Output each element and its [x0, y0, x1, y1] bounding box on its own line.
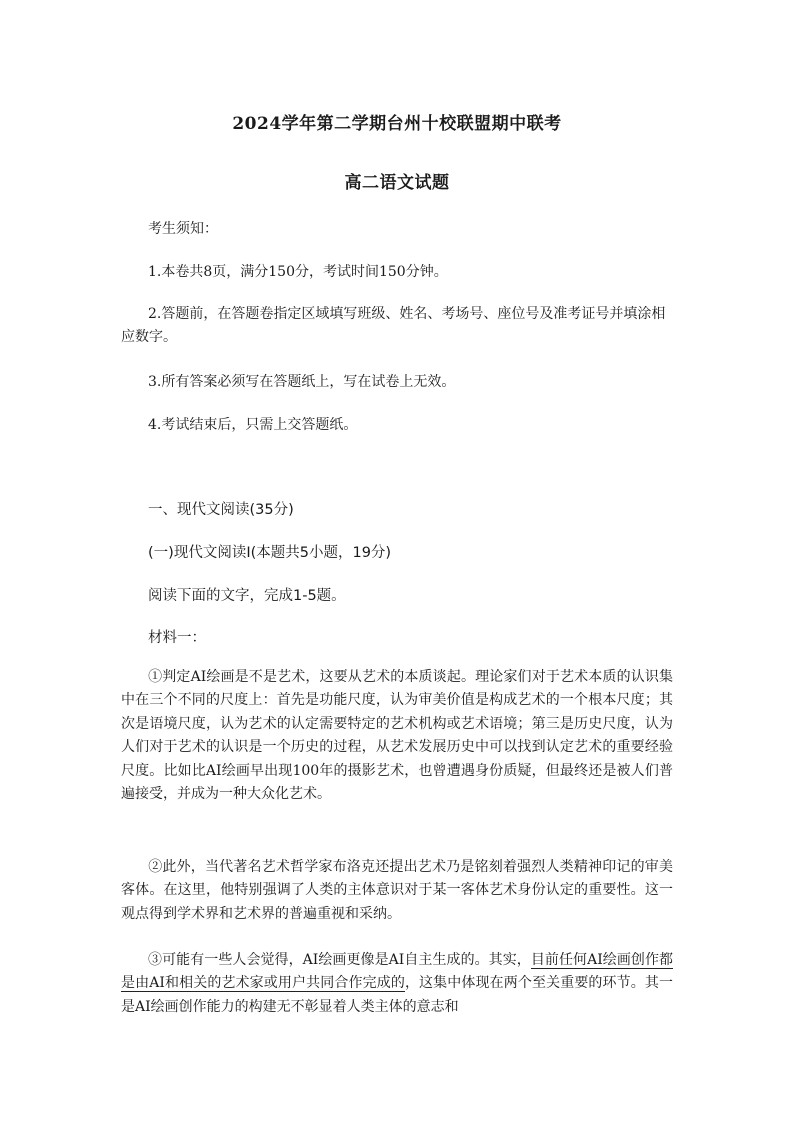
paragraph-3: [121, 949, 673, 1019]
reading-instruction: 阅读下面的文字，完成1-5题。: [148, 588, 346, 604]
material-label: 材料一：: [148, 630, 206, 646]
paragraph-3-end: ，这集中体现在两个至关重要的环节。其一是AI绘画创作能力的构建无不彰显着人类主体的意志和: [121, 975, 674, 1015]
paragraph-3-start: ③可能有一些人会觉得，AI绘画更像是AI自主生成的。其实，: [148, 952, 531, 968]
notice-item-4: 4.考试结束后，只需上交答题纸。: [148, 417, 358, 433]
notice-item-3: 3.所有答案必须写在答题纸上，写在试卷上无效。: [148, 374, 456, 390]
paragraph-2-text: ②此外，当代著名艺术哲学家布洛克还提出艺术乃是铭刻着强烈人类精神印记的审美客体。在这里，他特别强调了人类的主体意识对于某一客体艺术身份认定的重要性。这一观点得到学术界和艺术界的普遍重视和采纳。: [121, 859, 673, 922]
notice-item-1: 1.本卷共8页，满分150分，考试时间150分钟。: [148, 264, 448, 280]
exam-title: 2024学年第二学期台州十校联盟期中联考: [232, 114, 562, 134]
paragraph-1: [121, 666, 673, 806]
notice-item-2: 2.答题前，在答题卷指定区域填写班级、姓名、考场号、座位号及准考证号并填涂相应数字。: [121, 306, 666, 345]
section-heading: 一、现代文阅读(35分): [148, 502, 294, 518]
section-subheading: (一)现代文阅读Ⅰ(本题共5小题，19分): [148, 545, 392, 561]
notice-heading: 考生须知：: [148, 221, 218, 237]
paragraph-1-text: ①判定AI绘画是不是艺术，这要从艺术的本质谈起。理论家们对于艺术本质的认识集中在三个不同的尺度上：首先是功能尺度，认为审美价值是构成艺术的一个根本尺度；其次是语境尺度，认为艺术的认定需要特定的艺术机构或艺术语境；第三是历史尺度，认为人们对于艺术的认识是一个历史的过程，从艺术发展历史中可以找到认定艺术的重要经验尺度。比如比AI绘画早出现100年的摄影艺术，也曾遭遇身份质疑，但最终还是被人们普遍接受，并成为一种大众化艺术。: [121, 669, 673, 803]
paragraph-2: [121, 856, 673, 926]
exam-subtitle: 高二语文试题: [344, 173, 450, 193]
paragraph-3-underlined: 目前任何AI绘画创作都是由AI和相关的艺术家或用户共同合作完成的: [121, 952, 674, 992]
